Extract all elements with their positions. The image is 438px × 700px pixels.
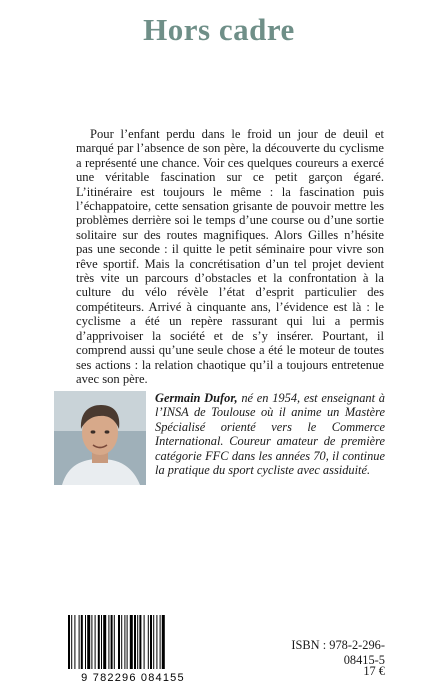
barcode-bars [62,613,204,685]
author-photo [54,391,146,485]
author-bio [155,391,385,477]
barcode-digits: 9 782296 084155 [81,672,185,684]
back-cover-blurb: Pour l’enfant perdu dans le froid un jour de deuil et marqué par l’absence de son père, la découverte du cyclisme a représenté une chance. Voir ces quelques coureurs a exercé une véritable fascination sur ce petit garçon égaré. L’itinéraire est toujours le même : la fascination puis l’échappatoire, cette sensation grisante de pouvoir mettre les problèmes derrière soi le temps d’une course ou d’une sortie solitaire sur des routes magnifiques. Alors Gilles n’hésite pas une seconde : il quitte le petit séminaire pour vivre son rêve sportif. Mais la concrétisation d’un tel projet devient très vite un parcours d’obstacles et la confrontation à la culture du vélo révèle l’état d’esprit particulier des compétiteurs. Arrivé à cinquante ans, l’évidence est là : le cyclisme a été un repère rassurant qui lui a permis d’apprivoiser la société et de s’y insérer. Pourtant, il comprend aussi qu’une seule chose a été le moteur de toutes ses actions : la relation chaotique qu’il a toujours entretenue avec son père. [76,127,384,386]
barcode [62,613,204,685]
author-bio-text: né en 1954, est enseignant à l’INSA de Toulouse où il anime un Mastère Spécialisé orienté vers le Commerce International. Coureur amateur de première catégorie FFC dans les années 70, il continue la pratique du sport cycliste avec assiduité. [155,391,386,478]
book-title: Hors cadre [143,12,295,47]
price: 17 € [363,664,385,678]
isbn: ISBN : 978-2-296-08415-5 [291,638,385,667]
author-name: Germain Dufor, [155,391,238,405]
